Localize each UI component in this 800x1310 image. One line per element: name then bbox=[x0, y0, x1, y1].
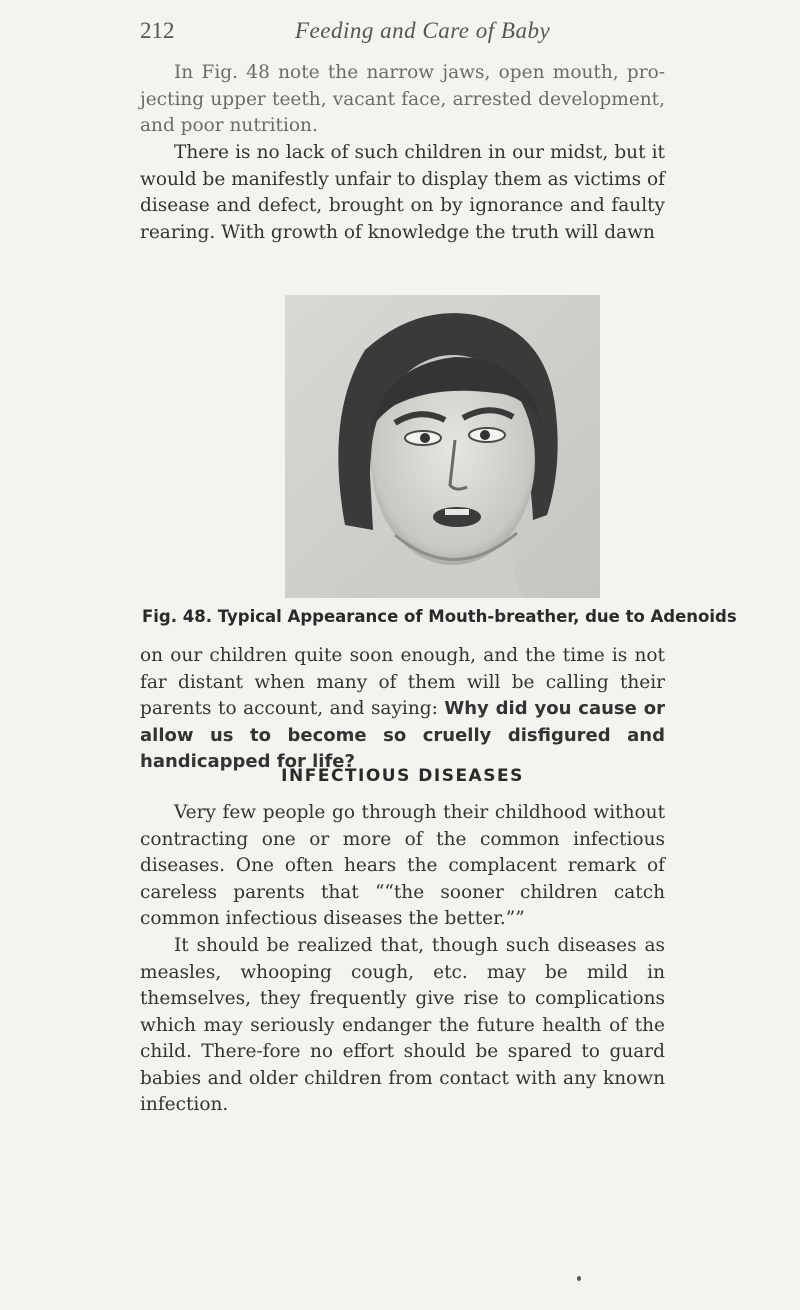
paragraph-intro: There is no lack of such children in our midst, but it would be manifestly unfair to display them as victims of disease and defect, brought on by ignorance and faulty rearing. With growth of knowledge the truth will dawn bbox=[140, 142, 665, 243]
paragraph-infectious-2: It should be realized that, though such diseases as measles, whooping cough, etc. may be mild in themselves, they frequently give rise to complications which may seriously endanger the future health of the child. There-fore no effort should be spared to guard babies and older children from contact with any known infection. bbox=[140, 935, 665, 1115]
ink-speck bbox=[577, 1276, 581, 1281]
figure-caption: Fig. 48. Typical Appearance of Mouth-breather, due to Adenoids bbox=[142, 607, 737, 626]
running-title: Feeding and Care of Baby bbox=[295, 18, 551, 43]
figure-photo-mouth-breather bbox=[285, 295, 600, 598]
paragraph-infectious-1: Very few people go through their childhood without contracting one or more of the common infectious diseases. One often hears the complacent remark of careless parents that ““the sooner children catch common infectious diseases the better.”” bbox=[140, 802, 665, 929]
emphasized-question: Why did you cause or allow us to become so cruelly disfigured and handicapped for life? bbox=[140, 698, 665, 772]
page-number: 212 bbox=[140, 18, 175, 43]
continuation-text: on our children quite soon enough, and the time is not far distant when many of them will be calling their parents to account, and saying: bbox=[140, 645, 665, 719]
paragraph-fig-note: In Fig. 48 note the narrow jaws, open mouth, pro-jecting upper teeth, vacant face, arrested development, and poor nutrition. bbox=[140, 62, 665, 136]
running-head bbox=[140, 18, 660, 52]
paragraph-continuation bbox=[140, 643, 665, 776]
section-heading: INFECTIOUS DISEASES bbox=[281, 766, 524, 786]
